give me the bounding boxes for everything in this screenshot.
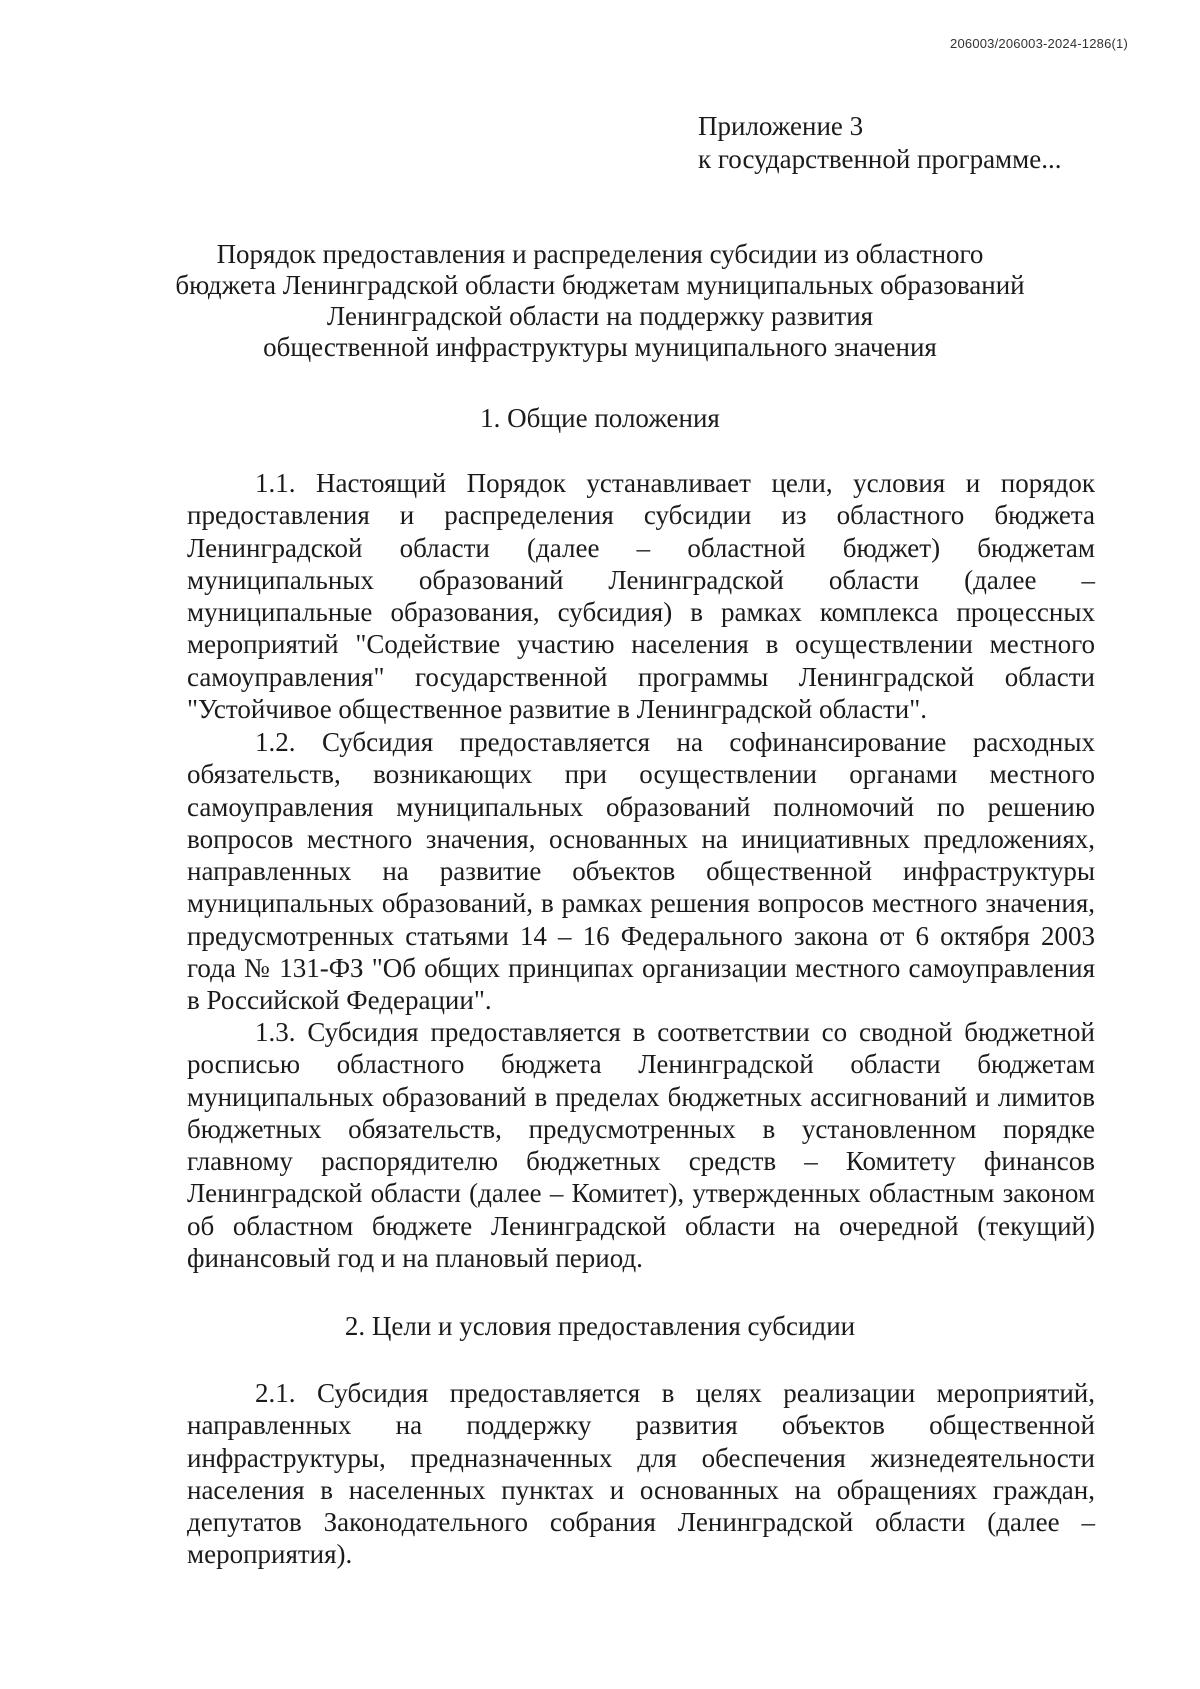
- title-line-1: Порядок предоставления и распределения субсидии из областного: [216, 239, 984, 269]
- paragraph-1-3: 1.3. Субсидия предоставляется в соответствии со сводной бюджетной росписью областного бюджета Ленинградской области бюджетам муниципальных образований в пределах бюджетных ассигнований и лимитов бюджетных обязательств, предусмотренных в установленном порядке главному распорядителю бюджетных средств – Комитету финансов Ленинградской области (далее – Комитет), утвержденных областным законом об областном бюджете Ленинградской области на очередной (текущий) финансовый год и на плановый период.: [187, 1017, 1095, 1274]
- title-line-2: бюджета Ленинградской области бюджетам муниципальных образований: [175, 270, 1025, 300]
- paragraph-2-1: 2.1. Субсидия предоставляется в целях реализации мероприятий, направленных на поддержку развития объектов общественной инфраструктуры, предназначенных для обеспечения жизнедеятельности населения в населенных пунктах и основанных на обращениях граждан, депутатов Законодательного собрания Ленинградской области (далее – мероприятия).: [187, 1378, 1095, 1570]
- title-line-4: общественной инфраструктуры муниципального значения: [263, 332, 937, 362]
- document-id: 206003/206003-2024-1286(1): [950, 36, 1128, 51]
- appendix-number: Приложение 3: [698, 111, 864, 141]
- document-title: [150, 239, 1050, 363]
- appendix-reference: к государственной программе...: [698, 144, 1062, 174]
- section-2-heading: 2. Цели и условия предоставления субсидии: [344, 1311, 856, 1341]
- paragraph-1-2: 1.2. Субсидия предоставляется на софинансирование расходных обязательств, возникающих при осуществлении органами местного самоуправления муниципальных образований полномочий по решению вопросов местного значения, основанных на инициативных предложениях, направленных на развитие объектов общественной инфраструктуры муниципальных образований, в рамках решения вопросов местного значения, предусмотренных статьями 14 – 16 Федерального закона от 6 октября 2003 года № 131-ФЗ "Об общих принципах организации местного самоуправления в Российской Федерации".: [187, 727, 1095, 1016]
- appendix-header: [698, 110, 1061, 176]
- paragraph-1-1: 1.1. Настоящий Порядок устанавливает цели, условия и порядок предоставления и распределения субсидии из областного бюджета Ленинградской области (далее – областной бюджет) бюджетам муниципальных образований Ленинградской области (далее – муниципальные образования, субсидия) в рамках комплекса процессных мероприятий "Содействие участию населения в осуществлении местного самоуправления" государственной программы Ленинградской области "Устойчивое общественное развитие в Ленинградской области".: [187, 468, 1095, 725]
- title-line-3: Ленинградской области на поддержку развития: [326, 301, 874, 331]
- section-1-heading: 1. Общие положения: [480, 403, 720, 433]
